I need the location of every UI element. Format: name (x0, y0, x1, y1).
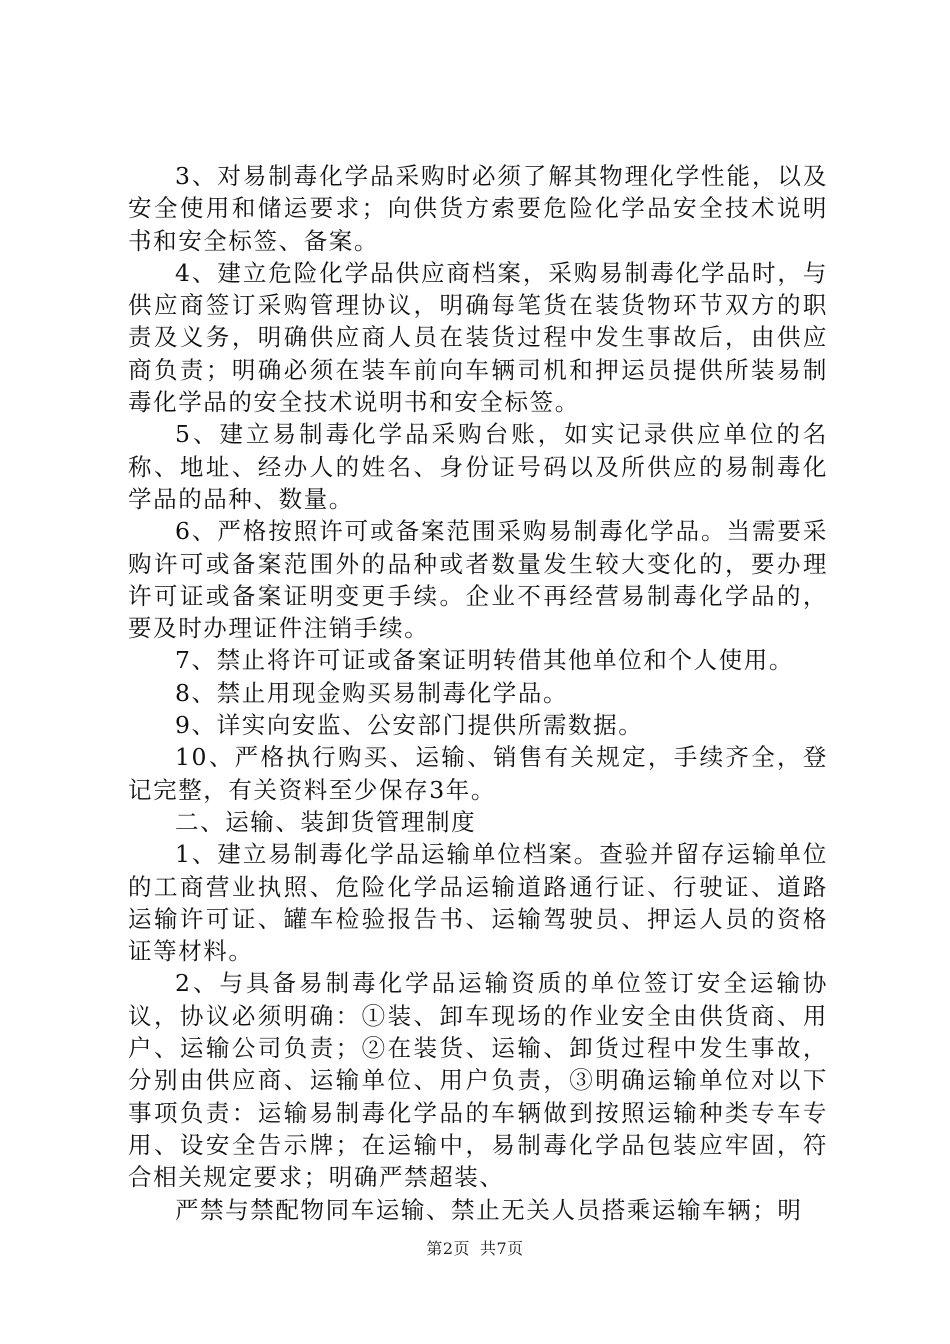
paragraph-item-10: 10、严格执行购买、运输、销售有关规定，手续齐全，登记完整，有关资料至少保存3年。 (128, 743, 828, 804)
paragraph-transport-continued: 严禁与禁配物同车运输、禁止无关人员搭乘运输车辆；明 (175, 1195, 803, 1224)
page-total: 共7页 (480, 1239, 524, 1258)
section-heading-transport: 二、运输、装卸货管理制度 (175, 807, 477, 836)
paragraph-item-4: 4、建立危险化学品供应商档案，采购易制毒化学品时，与供应商签订采购管理协议，明确每笔货在装货物环节双方的职责及义务，明确供应商人员在装货过程中发生事故后，由供应商负责；明确必须在装车前向车辆司机和押运员提供所装易制毒化学品的安全技术说明书和安全标签。 (128, 258, 828, 417)
page-footer (0, 1236, 950, 1259)
page-number: 第2页 (426, 1239, 470, 1258)
document-body (128, 160, 828, 1226)
paragraph-item-3: 3、对易制毒化学品采购时必须了解其物理化学性能，以及安全使用和储运要求；向供货方索要危险化学品安全技术说明书和安全标签、备案。 (128, 162, 828, 255)
paragraph-transport-1: 1、建立易制毒化学品运输单位档案。查验并留存运输单位的工商营业执照、危险化学品运输道路通行证、行驶证、道路运输许可证、罐车检验报告书、运输驾驶员、押运人员的资格证等材料。 (128, 840, 828, 966)
paragraph-transport-2: 2、与具备易制毒化学品运输资质的单位签订安全运输协议，协议必须明确：①装、卸车现场的作业安全由供货商、用户、运输公司负责；②在装货、运输、卸货过程中发生事故，分别由供应商、运输单位、用户负责，③明确运输单位对以下事项负责：运输易制毒化学品的车辆做到按照运输种类专车专用、设安全告示牌；在运输中，易制毒化学品包装应牢固，符合相关规定要求；明确严禁超装、 (128, 969, 828, 1192)
paragraph-item-9: 9、详实向安监、公安部门提供所需数据。 (175, 711, 644, 740)
paragraph-item-8: 8、禁止用现金购买易制毒化学品。 (175, 678, 569, 707)
paragraph-item-7: 7、禁止将许可证或备案证明转借其他单位和个人使用。 (175, 646, 794, 675)
paragraph-item-5: 5、建立易制毒化学品采购台账，如实记录供应单位的名称、地址、经办人的姓名、身份证号码以及所供应的易制毒化学品的品种、数量。 (128, 420, 828, 513)
paragraph-item-6: 6、严格按照许可或备案范围采购易制毒化学品。当需要采购许可或备案范围外的品种或者数量发生较大变化的，要办理许可证或备案证明变更手续。企业不再经营易制毒化学品的，要及时办理证件注销手续。 (128, 517, 828, 643)
